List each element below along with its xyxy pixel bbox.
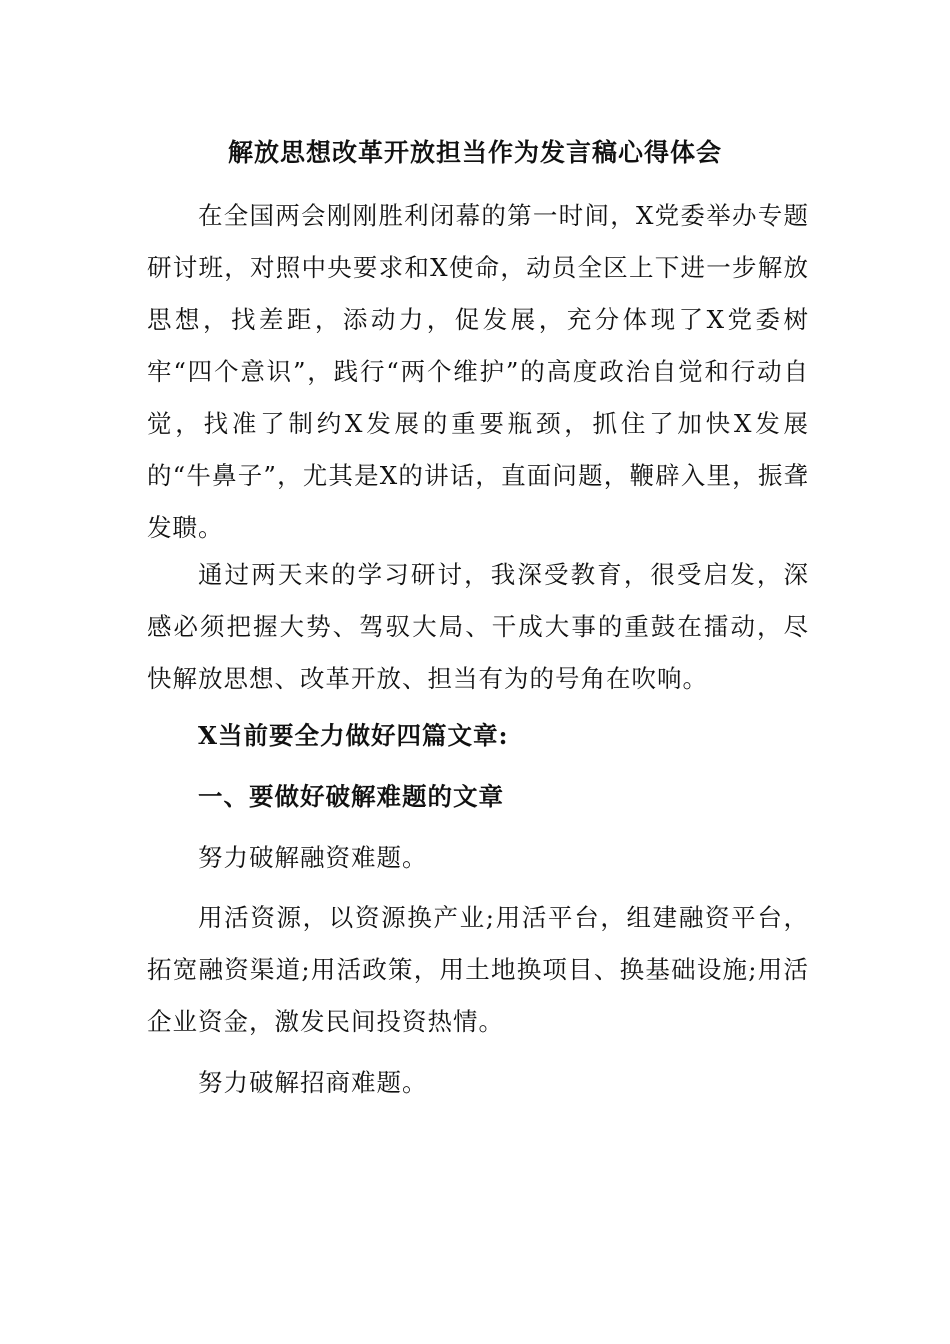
paragraph-study: 通过两天来的学习研讨，我深受教育，很受启发，深感必须把握大势、驾驭大局、干成大事的重鼓在擂动，尽快解放思想、改革开放、担当有为的号角在吹响。	[147, 560, 809, 693]
paragraph-financing-measures: 用活资源，以资源换产业;用活平台，组建融资平台，拓宽融资渠道;用活政策，用土地换项目、换基础设施;用活企业资金，激发民间投资热情。	[147, 903, 809, 1036]
section-heading-1: 一、要做好破解难题的文章	[198, 782, 504, 811]
document-title: 解放思想改革开放担当作为发言稿心得体会	[227, 138, 722, 167]
line-investment: 努力破解招商难题。	[198, 1068, 428, 1097]
section-heading-main: X当前要全力做好四篇文章:	[198, 721, 509, 750]
line-financing: 努力破解融资难题。	[198, 843, 428, 872]
paragraph-intro: 在全国两会刚刚胜利闭幕的第一时间，X党委举办专题研讨班，对照中央要求和X使命，动员全区上下进一步解放思想，找差距，添动力，促发展，充分体现了X党委树牢“四个意识”，践行“两个维护”的高度政治自觉和行动自觉，找准了制约X发展的重要瓶颈，抓住了加快X发展的“牛鼻子”，尤其是X的讲话，直面问题，鞭辟入里，振聋发聩。	[147, 201, 809, 542]
